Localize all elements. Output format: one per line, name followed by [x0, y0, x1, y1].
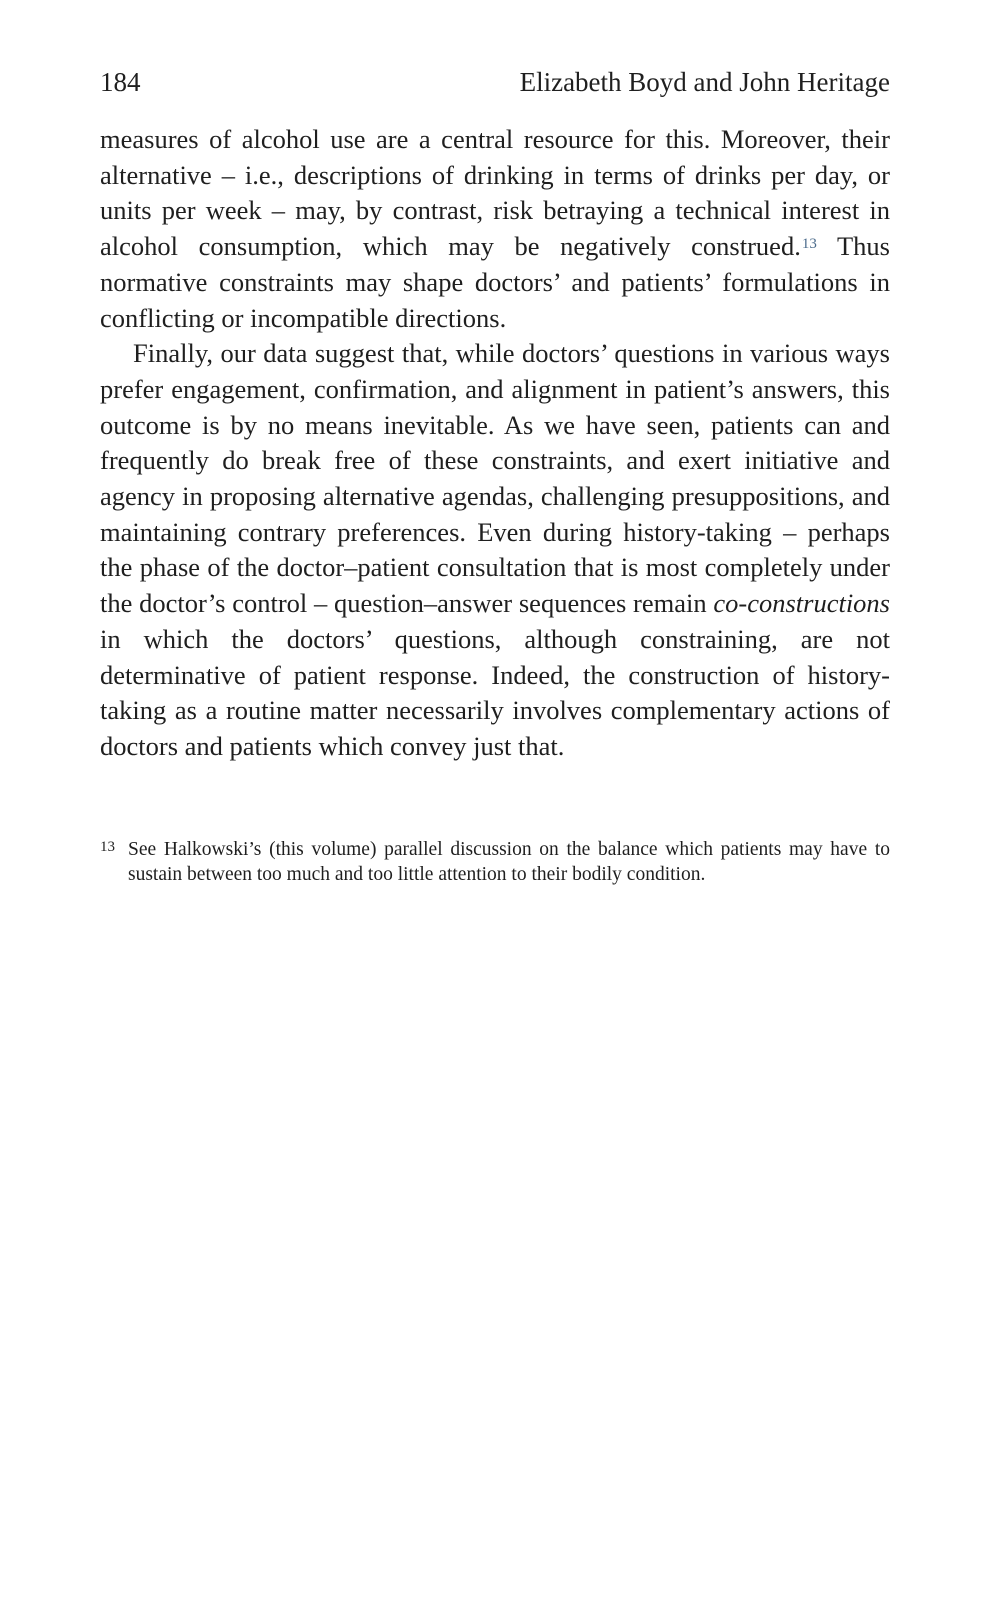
running-title: Elizabeth Boyd and John Heritage	[519, 67, 890, 97]
footnote-13	[100, 838, 890, 888]
footnotes	[100, 838, 890, 888]
paragraph-2-text-a: Finally, our data suggest that, while doctors’ questions in various ways prefer engagement, confirmation, and alignment in patient’s answers, this outcome is by no means inevitable. As we have seen, patients can and frequently do break free of these constraints, and exert initiative and agency in proposing alternative agendas, challenging presuppositions, and maintaining contrary preferences. Even during history-taking – perhaps the phase of the doctor–patient consultation that is most completely under the doctor’s control – question–answer sequences remain	[100, 338, 890, 619]
paragraph-2-italic-term: co-constructions	[713, 588, 890, 619]
running-head	[100, 64, 890, 100]
footnote-number: 13	[100, 839, 115, 855]
paragraph-1-text-a: measures of alcohol use are a central resource for this. Moreover, their alternative – i.e., descriptions of drinking in terms of drinks per day, or units per week – may, by contrast, risk betraying a technical interest in alcohol consumption, which may be negatively construed.	[100, 124, 890, 262]
body-text	[100, 122, 890, 765]
page-number: 184	[100, 67, 141, 97]
paragraph-2-text-b: in which the doctors’ questions, although constraining, are not determinative of patient response. Indeed, the construction of history-taking as a routine matter necessarily involves complementary actions of doctors and patients which convey just that.	[100, 623, 890, 761]
footnote-reference-13[interactable]: 13	[801, 236, 817, 253]
footnote-text: See Halkowski’s (this volume) parallel discussion on the balance which patients may have to sustain between too much and too little attention to their bodily condition.	[128, 839, 890, 885]
paragraph-1	[100, 122, 890, 336]
paragraph-1-text-b: Thus normative constraints may shape doctors’ and patients’ formulations in conflicting or incompatible directions.	[100, 231, 890, 333]
paragraph-2	[100, 336, 890, 764]
